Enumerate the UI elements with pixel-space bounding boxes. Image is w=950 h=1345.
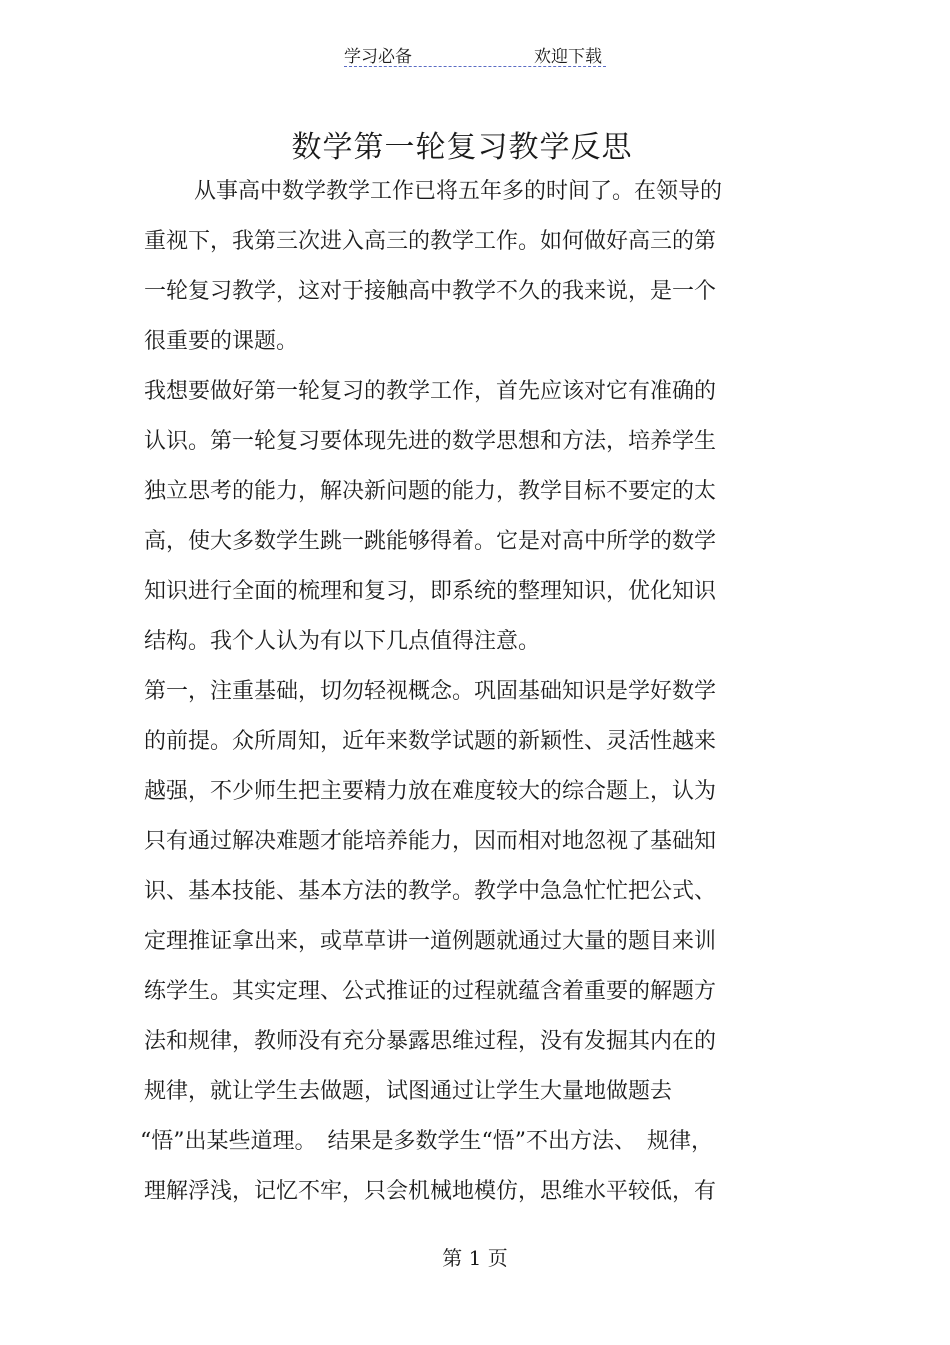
body-line: 练学生。其实定理、公式推证的过程就蕴含着重要的解题方 [144,979,717,1004]
body-line: 认识。第一轮复习要体现先进的数学思想和方法，培养学生 [144,429,717,454]
body-line: 规律，就让学生去做题，试图通过让学生大量地做题去 [144,1079,673,1104]
body-line: 一轮复习教学，这对于接触高中教学不久的我来说，是一个 [144,279,717,304]
body-line: 越强，不少师生把主要精力放在难度较大的综合题上，认为 [144,779,717,804]
body-line: 独立思考的能力，解决新问题的能力，教学目标不要定的太 [144,479,717,504]
body-line: “悟”出某些道理。 结果是多数学生“悟”不出方法、 规律， [140,1129,713,1154]
body-line: 第一，注重基础，切勿轻视概念。巩固基础知识是学好数学 [144,679,717,704]
body-line: 知识进行全面的梳理和复习，即系统的整理知识，优化知识 [144,579,717,604]
body-line: 法和规律，教师没有充分暴露思维过程，没有发掘其内在的 [144,1029,717,1054]
body-line: 重视下，我第三次进入高三的教学工作。如何做好高三的第 [144,229,717,254]
page-header [344,40,606,67]
body-line: 很重要的课题。 [144,329,299,354]
body-line: 理解浮浅，记忆不牢，只会机械地模仿，思维水平较低，有 [144,1179,717,1204]
document-title: 数学第一轮复习教学反思 [291,130,633,165]
body-line: 定理推证拿出来，或草草讲一道例题就通过大量的题目来训 [144,929,717,954]
body-line: 我想要做好第一轮复习的教学工作，首先应该对它有准确的 [144,379,717,404]
body-line: 识、基本技能、基本方法的教学。教学中急急忙忙把公式、 [144,879,717,904]
body-line: 从事高中数学教学工作已将五年多的时间了。在领导的 [194,179,723,204]
header-left-text: 学习必备 [344,47,412,67]
header-right-text: 欢迎下载 [534,47,602,67]
page-number: 第 1 页 [442,1246,508,1270]
body-line: 结构。我个人认为有以下几点值得注意。 [144,629,541,654]
body-line: 高，使大多数学生跳一跳能够得着。它是对高中所学的数学 [144,529,717,554]
body-line: 的前提。众所周知，近年来数学试题的新颖性、灵活性越来 [144,729,717,754]
body-line: 只有通过解决难题才能培养能力，因而相对地忽视了基础知 [144,829,717,854]
